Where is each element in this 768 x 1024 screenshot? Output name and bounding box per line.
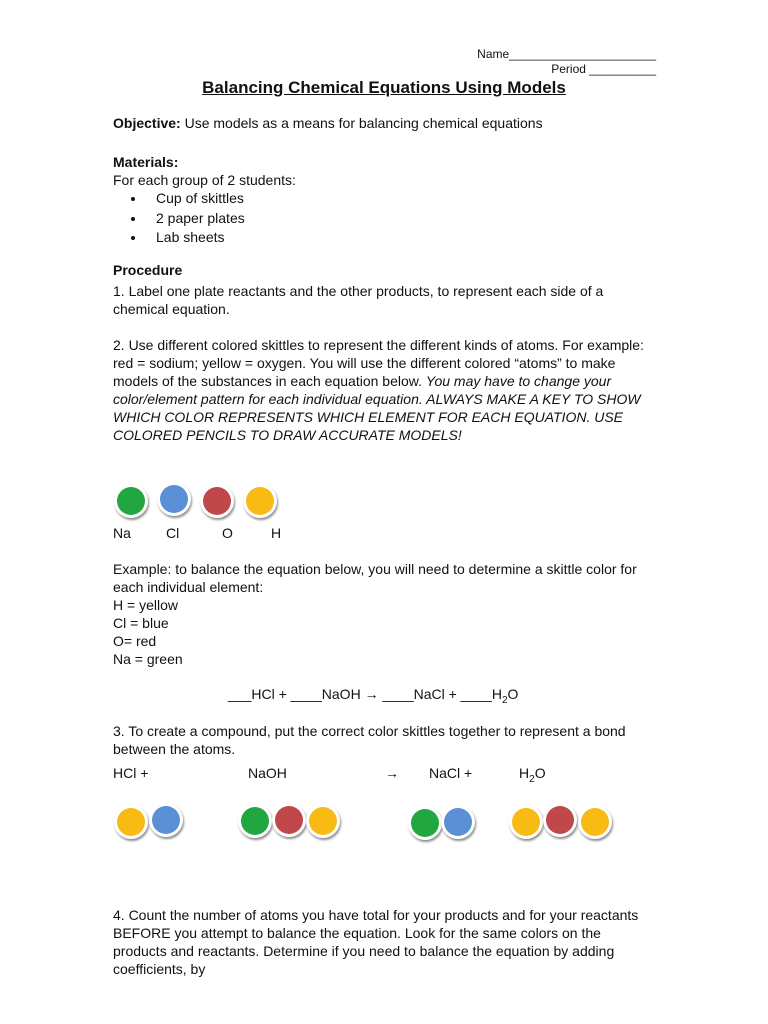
h2o-skittle-h2 — [578, 805, 612, 839]
materials-list — [130, 189, 245, 248]
naoh-skittle-o — [272, 803, 306, 837]
equation-subscript: 2 — [501, 694, 508, 706]
h2o-text: H — [519, 765, 530, 781]
assignment-cl: Cl = blue — [113, 615, 169, 631]
procedure-step-3: 3. To create a compound, put the correct color skittles together to represent a bond between the atoms. — [113, 723, 626, 757]
key-label-o: O — [222, 525, 233, 541]
example-equation — [228, 685, 518, 710]
materials-heading: Materials: — [113, 154, 179, 170]
materials-intro: For each group of 2 students: — [113, 172, 296, 188]
key-label-cl: Cl — [166, 525, 180, 541]
procedure-step-1: 1. Label one plate reactants and the other products, to represent each side of a chemical equation. — [113, 283, 604, 317]
equation-end: O — [507, 686, 519, 702]
procedure-heading: Procedure — [113, 262, 183, 278]
objective-label: Objective: — [113, 115, 181, 131]
hcl-skittle-h — [114, 805, 148, 839]
page-title: Balancing Chemical Equations Using Models — [202, 78, 566, 97]
model-label-hcl: HCl + — [113, 765, 149, 781]
equation-text: ___HCl + ____NaOH → ____NaCl + ____H — [228, 686, 502, 702]
assignment-na: Na = green — [113, 651, 183, 667]
example-intro: Example: to balance the equation below, you will need to determine a skittle color for each individual element: — [113, 561, 637, 595]
procedure-step-2-warning: You may have to change your color/element pattern for each individual equation. ALWAYS MAKE A KEY TO SHOW WHICH COLOR REPRESENTS WHICH ELEMENT FOR EACH EQUATION. USE COLORED PENCILS TO DRAW ACCURATE MODELS! — [113, 373, 641, 443]
h2o-subscript: 2 — [529, 773, 535, 785]
key-label-h: H — [271, 525, 282, 541]
reaction-arrow: → — [385, 765, 399, 781]
objective-text: Use models as a means for balancing chemical equations — [180, 115, 543, 131]
nacl-skittle-na — [408, 806, 442, 840]
objective — [113, 114, 543, 132]
skittle-yellow — [243, 484, 277, 518]
model-label-naoh: NaOH — [248, 765, 287, 781]
key-label-na: Na — [113, 525, 131, 541]
list-item: • Lab sheets — [146, 228, 245, 248]
name-field-label: Name______________________ — [477, 47, 656, 61]
h2o-end: O — [534, 765, 546, 781]
model-label-h2o — [519, 764, 546, 789]
hcl-skittle-cl — [149, 803, 183, 837]
assignment-o: O= red — [113, 633, 157, 649]
skittle-red — [200, 484, 234, 518]
procedure-step-2-text: 2. Use different colored skittles to represent the different kinds of atoms. For example: red = sodium; yellow = oxygen. You will use the different colored “atoms” to make models of the substances in each equation below. — [113, 337, 644, 389]
period-field-label: Period __________ — [551, 62, 656, 76]
skittle-blue — [157, 482, 191, 516]
procedure-step-2 — [113, 336, 658, 444]
assignment-h: H = yellow — [113, 597, 178, 613]
h2o-skittle-h1 — [509, 805, 543, 839]
skittle-green — [114, 484, 148, 518]
list-item: • Cup of skittles — [146, 189, 245, 209]
model-label-nacl: NaCl + — [429, 765, 473, 781]
naoh-skittle-na — [238, 804, 272, 838]
list-item: • 2 paper plates — [146, 209, 245, 229]
naoh-skittle-h — [306, 804, 340, 838]
procedure-step-4: 4. Count the number of atoms you have total for your products and for your reactants BEFORE you attempt to balance the equation. Look for the same colors on the products and reactants. Determine if you need to balance the equation by adding coefficients, by — [113, 907, 639, 977]
nacl-skittle-cl — [441, 805, 475, 839]
h2o-skittle-o — [543, 803, 577, 837]
